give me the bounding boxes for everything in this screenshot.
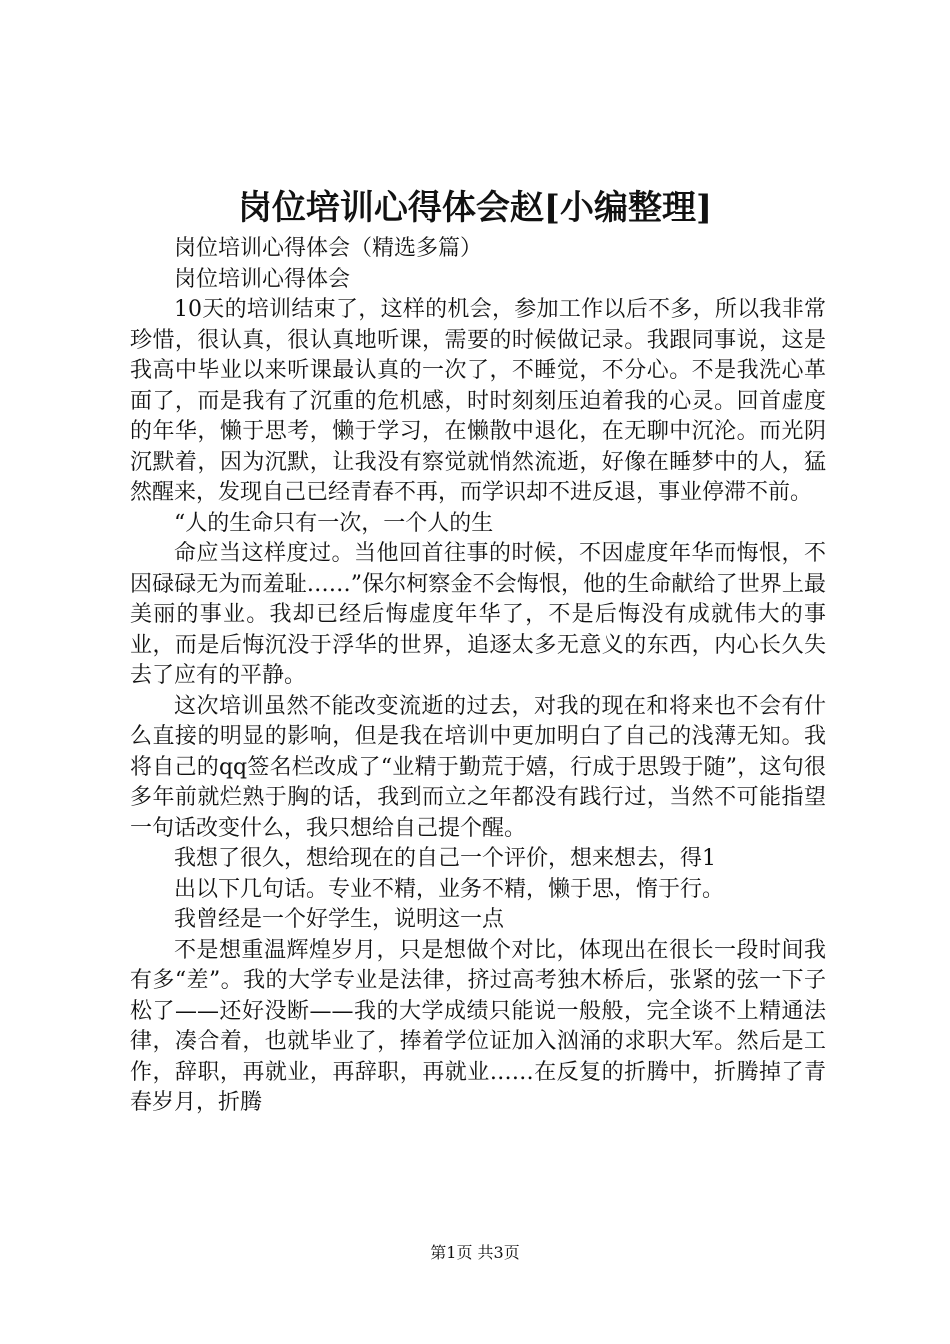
paragraph: 命应当这样度过。当他回首往事的时候，不因虚度年华而悔恨，不因碌碌无为而羞耻……”保尔柯察金不会悔恨，他的生命献给了世界上最美丽的事业。我却已经后悔虚度年华了，不是后悔没有成就伟大的事业，而是后悔沉没于浮华的世界，追逐太多无意义的东西，内心长久失去了应有的平静。 <box>130 541 826 688</box>
paragraph-subtitle: 岗位培训心得体会（精选多篇） <box>174 236 483 261</box>
paragraph-quote-start: “人的生命只有一次，一个人的生 <box>174 510 494 536</box>
page-footer: 第1页 共3页 <box>430 1243 520 1262</box>
paragraph: 我想了很久，想给现在的自己一个评价，想来想去，得1 <box>174 846 716 871</box>
document-body <box>130 234 826 1119</box>
paragraph: 这次培训虽然不能改变流逝的过去，对我的现在和将来也不会有什么直接的明显的影响，但是我在培训中更加明白了自己的浅薄无知。我将自己的qq签名栏改成了“业精于勤荒于嬉，行成于思毁于随”，这句很多年前就烂熟于胸的话，我到而立之年都没有践行过，当然不可能指望一句话改变什么，我只想给自己提个醒。 <box>130 693 826 841</box>
paragraph: 10天的培训结束了，这样的机会，参加工作以后不多，所以我非常珍惜，很认真，很认真地听课，需要的时候做记录。我跟同事说，这是我高中毕业以来听课最认真的一次了，不睡觉，不分心。不是我洗心革面了，而是我有了沉重的危机感，时时刻刻压迫着我的心灵。回首虚度的年华，懒于思考，懒于学习，在懒散中退化，在无聊中沉沦。而光阴沉默着，因为沉默，让我没有察觉就悄然流逝，好像在睡梦中的人，猛然醒来，发现自己已经青春不再，而学识却不进反退，事业停滞不前。 <box>130 297 826 505</box>
paragraph: 出以下几句话。专业不精，业务不精，懒于思，惰于行。 <box>174 876 725 902</box>
paragraph: 我曾经是一个好学生，说明这一点 <box>174 907 505 932</box>
paragraph: 不是想重温辉煌岁月，只是想做个对比，体现出在很长一段时间我有多“差”。我的大学专业是法律，挤过高考独木桥后，张紧的弦一下子松了——还好没断——我的大学成绩只能说一般般，完全谈不上精通法律，凑合着，也就毕业了，捧着学位证加入汹涌的求职大军。然后是工作，辞职，再就业，再辞职，再就业……在反复的折腾中，折腾掉了青春岁月，折腾 <box>130 937 826 1115</box>
paragraph-heading: 岗位培训心得体会 <box>174 266 351 292</box>
document-title: 岗位培训心得体会赵[小编整理] <box>237 188 713 228</box>
